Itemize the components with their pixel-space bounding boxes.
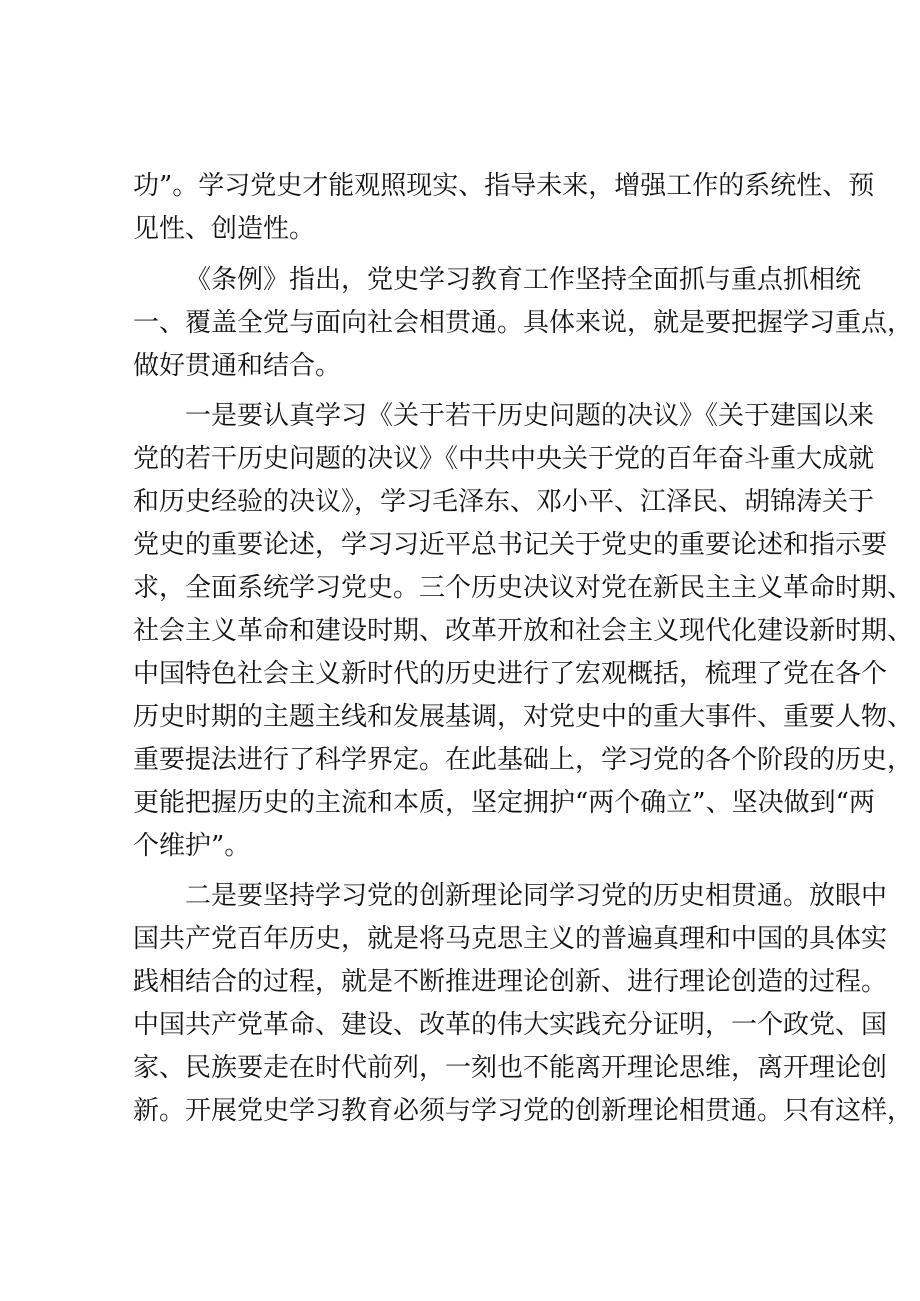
text-line: 家、民族要走在时代前列，一刻也不能离开理论思维，离开理论创 — [133, 1053, 888, 1083]
text-line: 中国特色社会主义新时代的历史进行了宏观概括，梳理了党在各个 — [133, 659, 888, 689]
text-line: 一是要认真学习《关于若干历史问题的决议》《关于建国以来 — [185, 401, 875, 431]
text-line: 中国共产党革命、建设、改革的伟大实践充分证明，一个政党、国 — [133, 1010, 888, 1040]
text-line: 和历史经验的决议》，学习毛泽东、邓小平、江泽民、胡锦涛关于 — [133, 487, 875, 517]
text-line: 二是要坚持学习党的创新理论同学习党的历史相贯通。放眼中 — [185, 881, 888, 911]
text-line: 重要提法进行了科学界定。在此基础上，学习党的各个阶段的历史， — [133, 745, 914, 775]
text-line: 求，全面系统学习党史。三个历史决议对党在新民主主义革命时期、 — [133, 573, 914, 603]
text-line: 党史的重要论述，学习习近平总书记关于党史的重要论述和指示要 — [133, 530, 888, 560]
text-line: 历史时期的主题主线和发展基调，对党史中的重大事件、重要人物、 — [133, 702, 914, 732]
text-line: 《条例》指出，党史学习教育工作坚持全面抓与重点抓相统 — [185, 265, 862, 295]
text-line: 个维护”。 — [133, 831, 251, 861]
text-line: 做好贯通和结合。 — [133, 351, 342, 381]
text-line: 见性、创造性。 — [133, 214, 316, 244]
text-line: 党的若干历史问题的决议》《中共中央关于党的百年奋斗重大成就 — [133, 444, 875, 474]
text-line: 更能把握历史的主流和本质，坚定拥护“两个确立”、坚决做到“两 — [133, 788, 875, 818]
text-line: 功”。学习党史才能观照现实、指导未来，增强工作的系统性、预 — [133, 171, 875, 201]
text-line: 一、覆盖全党与面向社会相贯通。具体来说，就是要把握学习重点， — [133, 308, 914, 338]
text-line: 社会主义革命和建设时期、改革开放和社会主义现代化建设新时期、 — [133, 616, 914, 646]
text-line: 践相结合的过程，就是不断推进理论创新、进行理论创造的过程。 — [133, 967, 888, 997]
text-line: 国共产党百年历史，就是将马克思主义的普遍真理和中国的具体实 — [133, 924, 888, 954]
text-line: 新。开展党史学习教育必须与学习党的创新理论相贯通。只有这样， — [133, 1096, 914, 1126]
